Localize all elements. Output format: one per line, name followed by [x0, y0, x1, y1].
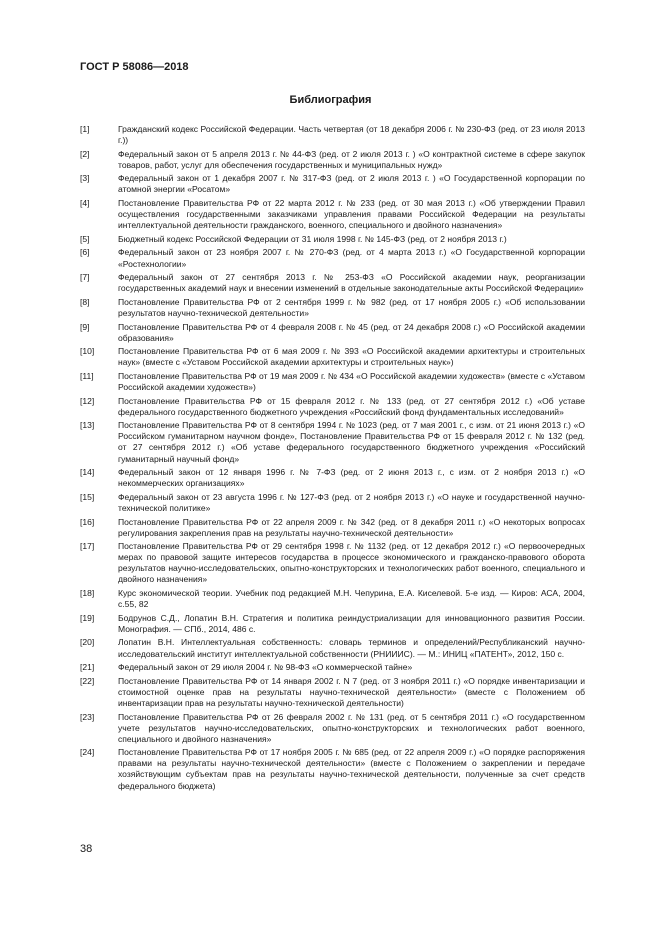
entry-text: Постановление Правительства РФ от 15 февраля 2012 г. № 133 (ред. от 27 сентября 2012 г.) «Об уставе федерального государственного бюджетного учреждения «Российский фонд фундаментальных исследований»	[118, 395, 585, 417]
bibliography-entry	[80, 297, 585, 319]
entry-number: [19]	[80, 612, 95, 623]
entry-text: Постановление Правительства РФ от 22 марта 2012 г. № 233 (ред. от 30 мая 2013 г.) «Об утверждении Правил осуществления государственными заказчиками управления правами Российской Федерации на результаты интеллектуальной деятельности гражданского, военного, специального и двойного назначения»	[118, 198, 585, 231]
bibliography-entry	[80, 234, 585, 245]
entry-number: [20]	[80, 637, 95, 648]
bibliography-entry	[80, 346, 585, 368]
entry-text: Бюджетный кодекс Российской Федерации от 31 июля 1998 г. № 145-ФЗ (ред. от 2 ноября 2013 г.)	[118, 233, 507, 244]
bibliography-entry	[80, 124, 585, 146]
bibliography-entry	[80, 637, 585, 659]
entry-text: Лопатин В.Н. Интеллектуальная собственность: словарь терминов и определений/Республиканский научно-исследовательский институт интеллектуальной собственности (РНИИИС). — М.: ИНИЦ «ПАТЕНТ», 2012, 150 с.	[118, 637, 585, 659]
entry-number: [17]	[80, 541, 95, 552]
bibliography-entry	[80, 272, 585, 294]
entry-number: [13]	[80, 420, 95, 431]
entry-text: Федеральный закон от 12 января 1996 г. № 7-ФЗ (ред. от 2 июня 2013 г., с изм. от 2 ноября 2013 г.) «О некоммерческих организациях»	[118, 467, 585, 489]
bibliography-entry	[80, 712, 585, 745]
entry-text: Постановление Правительства РФ от 19 мая 2009 г. № 434 «О Российской академии художеств» (вместе с «Уставом Российской академии художеств»)	[118, 370, 585, 392]
bibliography-entry	[80, 676, 585, 709]
entry-number: [24]	[80, 747, 95, 758]
entry-number: [15]	[80, 491, 95, 502]
entry-text: Федеральный закон от 23 ноября 2007 г. № 270-ФЗ (ред. от 4 марта 2013 г.) «О Государственной корпорации «Ростехнологии»	[118, 247, 585, 269]
entry-number: [7]	[80, 272, 90, 283]
entry-number: [5]	[80, 233, 90, 244]
entry-text: Федеральный закон от 27 сентября 2013 г. № 253-ФЗ «О Российской академии наук, реорганизации государственных академий наук и внесении изменений в отдельные законодательные акты Российской Федерации»	[118, 272, 585, 294]
section-title: Библиография	[289, 94, 372, 106]
bibliography-entry	[80, 173, 585, 195]
entry-text: Федеральный закон от 23 августа 1996 г. № 127-ФЗ (ред. от 2 ноября 2013 г.) «О науке и государственной научно-технической политике»	[118, 491, 585, 513]
entry-number: [14]	[80, 467, 95, 478]
entry-text: Бодрунов С.Д., Лопатин В.Н. Стратегия и политика реиндустриализации для инновационного развития России. Монография. — СПб., 2014, 486 с.	[118, 612, 585, 634]
entry-text: Постановление Правительства РФ от 2 сентября 1999 г. № 982 (ред. от 17 ноября 2005 г.) «Об использовании результатов научно-технической деятельности»	[118, 296, 585, 318]
entry-text: Постановление Правительства РФ от 29 сентября 1998 г. № 1132 (ред. от 12 декабря 2012 г.) «О первоочередных мерах по правовой защите интересов государства в процессе экономического и гражданско-правового оборота результатов научно-исследовательских, опытно-конструкторских и технологических работ военного, специального и двойного назначения»	[118, 541, 585, 585]
entry-number: [21]	[80, 662, 95, 673]
entry-number: [11]	[80, 370, 94, 381]
entry-text: Постановление Правительства РФ от 4 февраля 2008 г. № 45 (ред. от 24 декабря 2008 г.) «О Российской академии образования»	[118, 321, 585, 343]
entry-number: [3]	[80, 173, 90, 184]
entry-text: Постановление Правительства РФ от 14 января 2002 г. N 7 (ред. от 3 ноября 2011 г.) «О порядке инвентаризации и стоимостной оценке прав на результаты научно-технической деятельности» (вместе с Положением об инвентаризации прав на результаты научно-технической деятельности)	[118, 675, 585, 708]
entry-text: Постановление Правительства РФ от 22 апреля 2009 г. № 342 (ред. от 8 декабря 2011 г.) «О некоторых вопросах регулирования закрепления прав на результаты научно-технической деятельности»	[118, 516, 585, 538]
document-header: ГОСТ Р 58086—2018	[80, 61, 189, 73]
entry-text: Федеральный закон от 5 апреля 2013 г. № 44-ФЗ (ред. от 2 июля 2013 г. ) «О контрактной системе в сфере закупок товаров, работ, услуг для обеспечения государственных и муниципальных нужд»	[118, 148, 585, 170]
bibliography-entry	[80, 149, 585, 171]
entry-number: [16]	[80, 516, 95, 527]
bibliography-entry	[80, 420, 585, 464]
entry-number: [10]	[80, 346, 95, 357]
entry-text: Федеральный закон от 29 июля 2004 г. № 98-ФЗ «О коммерческой тайне»	[118, 662, 413, 673]
entry-text: Постановление Правительства РФ от 8 сентября 1994 г. № 1023 (ред. от 7 мая 2001 г., с изм. от 21 июня 2013 г.) «О Российском гуманитарном научном фонде», Постановление Правительства РФ от 15 февраля 2012 г. № 132 (ред. от 27 сентября 2012 г.) «Об уставе федерального государственного бюджетного учреждения «Российский гуманитарный научный фонд»	[118, 420, 585, 464]
entry-number: [23]	[80, 711, 95, 722]
bibliography-entry	[80, 662, 585, 673]
bibliography-entry	[80, 517, 585, 539]
bibliography-entry	[80, 541, 585, 585]
bibliography-entry	[80, 588, 585, 610]
bibliography-entry	[80, 613, 585, 635]
entry-number: [9]	[80, 321, 90, 332]
entry-number: [2]	[80, 148, 90, 159]
entry-number: [12]	[80, 395, 95, 406]
entry-text: Гражданский кодекс Российской Федерации. Часть четвертая (от 18 декабря 2006 г. № 230-ФЗ (ред. от 23 июля 2013 г.))	[118, 124, 585, 146]
entry-number: [18]	[80, 588, 95, 599]
entry-text: Федеральный закон от 1 декабря 2007 г. № 317-ФЗ (ред. от 2 июля 2013 г. ) «О Государственной корпорации по атомной энергии «Росатом»	[118, 173, 585, 195]
bibliography-entry	[80, 198, 585, 231]
entry-number: [6]	[80, 247, 90, 258]
bibliography-entry	[80, 247, 585, 269]
bibliography-entry	[80, 371, 585, 393]
entry-number: [8]	[80, 296, 90, 307]
page-number: 38	[80, 843, 93, 855]
entry-text: Курс экономической теории. Учебник под редакцией М.Н. Чепурина, Е.А. Киселевой. 5-е изд. — Киров: АСА, 2004, с.55, 82	[118, 588, 585, 610]
bibliography-entry	[80, 492, 585, 514]
bibliography-list	[80, 124, 585, 794]
entry-number: [4]	[80, 198, 90, 209]
entry-number: [22]	[80, 675, 95, 686]
entry-text: Постановление Правительства РФ от 17 ноября 2005 г. № 685 (ред. от 22 апреля 2009 г.) «О порядке распоряжения правами на результаты научно-технической деятельности» (вместе с Положением о закреплении и передаче хозяйствующим субъектам прав на результаты научно-технической деятельности, полученные за счет средств федерального бюджета)	[118, 747, 585, 791]
bibliography-entry	[80, 322, 585, 344]
bibliography-entry	[80, 747, 585, 791]
entry-text: Постановление Правительства РФ от 6 мая 2009 г. № 393 «О Российской академии архитектуры и строительных наук» (вместе с «Уставом Российской академии архитектуры и строительных наук»)	[118, 346, 585, 368]
entry-number: [1]	[80, 124, 90, 134]
bibliography-entry	[80, 467, 585, 489]
bibliography-entry	[80, 396, 585, 418]
entry-text: Постановление Правительства РФ от 26 февраля 2002 г. № 131 (ред. от 5 сентября 2011 г.) «О государственном учете результатов научно-исследовательских, опытно-конструкторских и технологических работ военного, специального и двойного назначения»	[118, 711, 585, 744]
